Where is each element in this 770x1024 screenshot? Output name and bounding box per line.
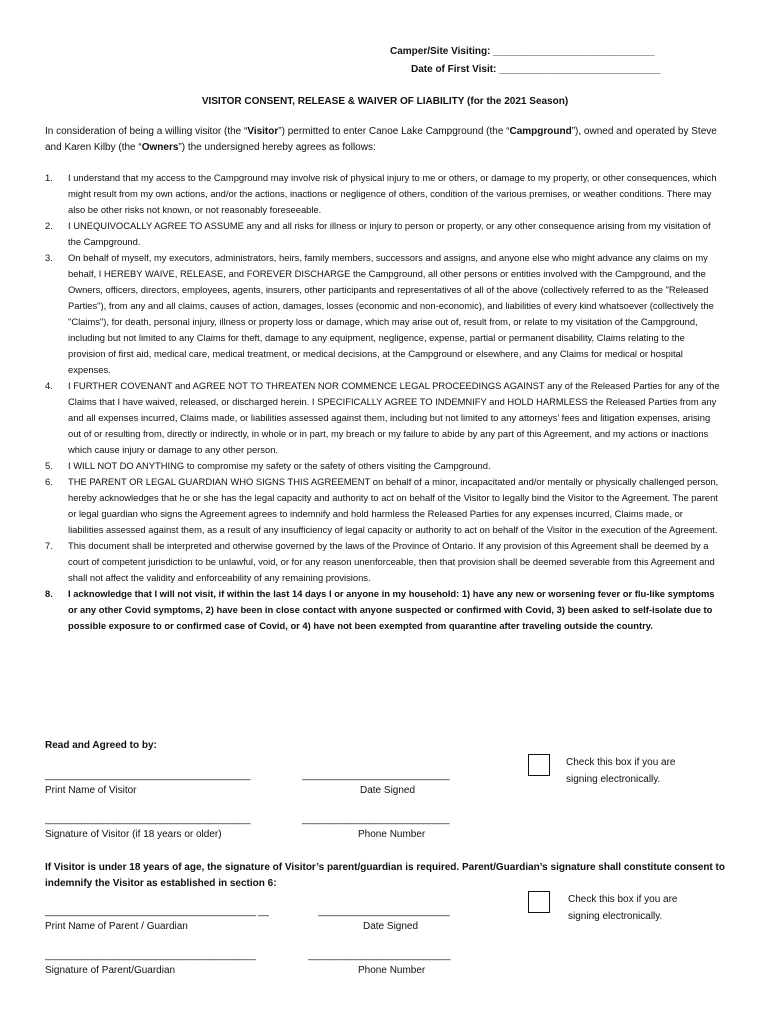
visitor-esign-checkbox[interactable] xyxy=(528,754,550,776)
guardian-esign-checkbox[interactable] xyxy=(528,891,550,913)
guardian-phone-line[interactable]: ___________________________ xyxy=(308,950,451,961)
guardian-signature-line[interactable]: ________________________________________ xyxy=(45,950,256,961)
term-item: 7. This document shall be interpreted and otherwise governed by the laws of the Province of Ontario. If any provision of this Agreement shall be deemed by a court of competent jurisdiction to be unlawful, void, or for any reason unenforceable, then that provision shall be deemed severable from this Agreement and shall not affect the validity and enforceability of any remaining provisions. xyxy=(45,540,715,583)
intro-paragraph: In consideration of being a willing visitor (the “Visitor”) permitted to enter Canoe Lake Campground (the “Campground”), owned and operated by Steve and Karen Kilby (the “Owners”) the undersigned hereby agrees as follows: xyxy=(45,126,717,153)
visitor-signature-line[interactable]: _______________________________________ xyxy=(45,814,251,825)
guardian-notice: If Visitor is under 18 years of age, the signature of Visitor’s parent/guardian is required. Parent/Guardian’s signature shall constitute consent to indemnify the Visitor as established in section 6: xyxy=(45,862,725,889)
visitor-date-line[interactable]: ____________________________ xyxy=(302,770,450,781)
term-item: 1. I understand that my access to the Campground may involve risk of physical injury to me or others, or damage to my property, or other consequences, which might result from my own actions, and/or the actions, inactions or negligence of others, condition of the various premises, or weather conditions. There may also be other risks not known, or not reasonably foreseeable. xyxy=(45,172,717,215)
guardian-signature-label: Signature of Parent/Guardian xyxy=(45,965,176,976)
visitor-signature-label: Signature of Visitor (if 18 years or older) xyxy=(45,829,222,840)
visitor-phone-label: Phone Number xyxy=(358,829,426,840)
document-title: VISITOR CONSENT, RELEASE & WAIVER OF LIABILITY (for the 2021 Season) xyxy=(201,96,569,107)
guardian-print-name-label: Print Name of Parent / Guardian xyxy=(45,921,188,932)
term-item-covid: 8. I acknowledge that I will not visit, if within the last 14 days I or anyone in my household: 1) have any new or worsening fever or flu-like symptoms or any other Covid symptoms, 2) have been in close contact with anyone suspected or confirmed with Covid, 3) been asked to self-isolate due to possible exposure to or confirmed case of Covid, or 4) have not been exempted from quarantine after traveling outside the country. xyxy=(45,588,715,631)
first-visit-field: Date of First Visit: _____________________________ xyxy=(411,64,661,75)
guardian-esign-text: Check this box if you are signing electronically. xyxy=(568,894,678,922)
term-item: 2. I UNEQUIVOCALLY AGREE TO ASSUME any and all risks for illness or injury to person or property, or any other consequence arising from my visitation of the Campground. xyxy=(45,220,711,247)
visitor-esign-text: Check this box if you are signing electronically. xyxy=(566,757,676,785)
term-item: 3. On behalf of myself, my executors, administrators, heirs, family members, successors and assigns, and anyone else who might advance any claims on my behalf, I HEREBY WAIVE, RELEASE, and FOREVER DISCHARGE the Campground, all other persons or entities involved with the Campground, and the Owners, officers, directors, employees, agents, insurers, other participants and representatives of all of the above (collectively referred to as the "Released Parties"), from any and all claims, causes of action, damages, losses (economic and non-economic), and liabilities of every kind whatsoever (collectively the "Claims"), for death, personal injury, illness or property loss or damage, which may arise out of, result from, or relate to my visitation of the Campground, including but not limited to any Claims for theft, damage to any equipment, negligence, expense, partial or permanent disability, Claims relating to the provision of first aid, medical care, medical treatment, or medical decisions, at the Campground or elsewhere, and any Claims for medical or hospital expenses. xyxy=(45,252,714,375)
guardian-date-label: Date Signed xyxy=(363,921,419,932)
camper-site-field: Camper/Site Visiting: _____________________________ xyxy=(390,46,655,57)
term-item: 4. I FURTHER COVENANT and AGREE NOT TO THREATEN NOR COMMENCE LEGAL PROCEEDINGS AGAINST any of the Released Parties for any of the Claims that I have waived, released, or discharged herein. I SPECIFICALLY AGREE TO INDEMNIFY and HOLD HARMLESS the Released Parties from any and all expenses incurred, Claims made, or liabilities assessed against them, including but not limited to any attorneys’ fees and litigation expenses, arising out of or resulting from, directly or indirectly, in whole or in part, my breach or my failure to abide by any part of this Agreement, and my actions or inactions which cause injury or damage to any other person. xyxy=(45,380,720,455)
term-item: 6. THE PARENT OR LEGAL GUARDIAN WHO SIGNS THIS AGREEMENT on behalf of a minor, incapacitated and/or mentally or physically challenged person, hereby acknowledges that he or she has the legal capacity and authority to act on behalf of the Visitor to legally bind the Visitor to the Agreement. The parent or legal guardian who signs the Agreement agrees to indemnify and hold harmless the Released Parties for any expenses incurred, Claims made, or liabilities assessed against them, as a result of any insufficiency of legal capacity or authority to act on behalf of the Visitor in the execution of the Agreement. xyxy=(45,476,719,535)
guardian-print-name-line[interactable]: ________________________________________ __ xyxy=(45,906,269,917)
guardian-date-line[interactable]: _________________________ xyxy=(318,906,450,917)
visitor-phone-line[interactable]: ____________________________ xyxy=(302,814,450,825)
read-agreed-heading: Read and Agreed to by: xyxy=(45,740,157,751)
term-item: 5. I WILL NOT DO ANYTHING to compromise my safety or the safety of others visiting the Campground. xyxy=(45,460,491,471)
visitor-print-name-label: Print Name of Visitor xyxy=(45,785,137,796)
visitor-date-label: Date Signed xyxy=(360,785,416,796)
visitor-print-name-line[interactable]: _______________________________________ xyxy=(45,770,251,781)
terms-list xyxy=(45,170,720,634)
guardian-phone-label: Phone Number xyxy=(358,965,426,976)
